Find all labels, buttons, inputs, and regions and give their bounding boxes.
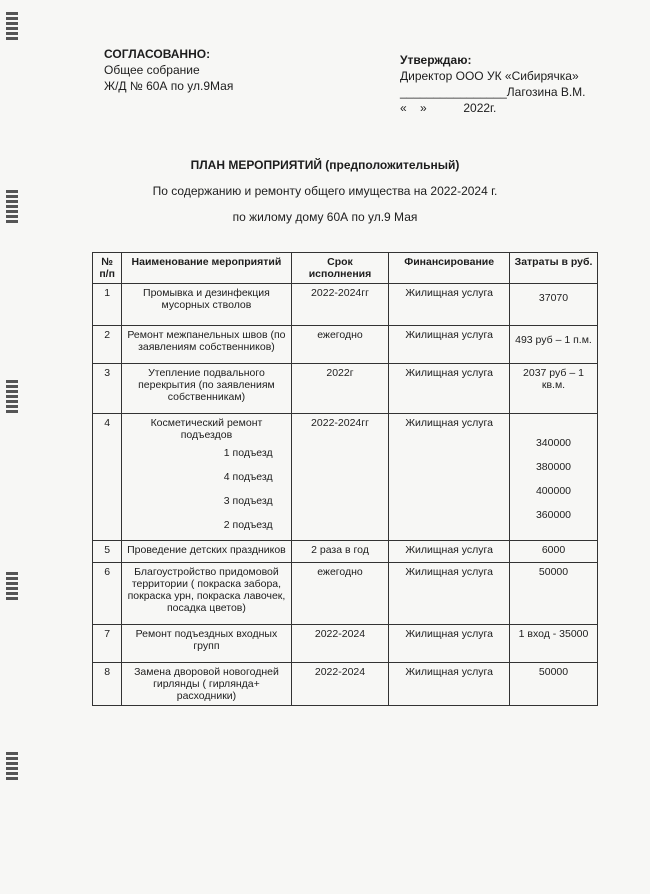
row-name: Ремонт подъездных входных групп — [122, 625, 291, 663]
approval-line1: Директор ООО УК «Сибирячка» — [400, 69, 579, 83]
scan-edge-marks — [6, 10, 18, 42]
table-row — [93, 364, 598, 414]
agreed-line2: Ж/Д № 60А по ул.9Мая — [104, 79, 234, 93]
header-num: № п/п — [93, 253, 122, 284]
row-term: 2022-2024 — [291, 663, 389, 706]
row-cost: 493 руб – 1 п.м. — [509, 326, 597, 364]
row-num: 7 — [93, 625, 122, 663]
table-row — [93, 663, 598, 706]
plan-table — [92, 252, 598, 706]
table-header-row — [93, 253, 598, 284]
subitem-list — [126, 441, 286, 537]
row-cost: 1 вход - 35000 — [509, 625, 597, 663]
row-name-group — [122, 414, 291, 541]
header-finance: Финансирование — [389, 253, 510, 284]
row-cost: 6000 — [509, 541, 597, 563]
subitem-label: 2 подъезд — [223, 519, 273, 531]
row-num: 2 — [93, 326, 122, 364]
table-row — [93, 563, 598, 625]
scan-edge-marks — [6, 378, 18, 415]
row-finance: Жилищная услуга — [389, 326, 510, 364]
row-num: 1 — [93, 284, 122, 326]
document-title: ПЛАН МЕРОПРИЯТИЙ (предположительный) — [190, 158, 460, 172]
row-num: 4 — [93, 414, 122, 541]
row-term: ежегодно — [291, 326, 389, 364]
row-cost: 50000 — [509, 563, 597, 625]
row-finance: Жилищная услуга — [389, 541, 510, 563]
row-finance: Жилищная услуга — [389, 625, 510, 663]
cost-spacer — [514, 417, 593, 431]
document-subtitle: По содержанию и ремонту общего имущества на 2022-2024 г. — [152, 184, 498, 198]
header-term: Срок исполнения — [291, 253, 389, 284]
row-name: Проведение детских праздников — [122, 541, 291, 563]
row-finance: Жилищная услуга — [389, 563, 510, 625]
approval-signature-line: ________________Лагозина В.М. — [400, 85, 586, 99]
subitem-cost: 340000 — [535, 437, 572, 449]
header-name: Наименование мероприятий — [122, 253, 291, 284]
row-term: 2022г — [291, 364, 389, 414]
row-num: 3 — [93, 364, 122, 414]
header-cost: Затраты в руб. — [509, 253, 597, 284]
row-term: 2022-2024гг — [291, 414, 389, 541]
approval-block — [400, 52, 586, 116]
table-row — [93, 414, 598, 541]
row-cost: 2037 руб – 1 кв.м. — [509, 364, 597, 414]
scan-edge-marks — [6, 750, 18, 782]
row-name: Замена дворовой новогодней гирлянды ( гирлянда+ расходники) — [122, 663, 291, 706]
row-term: ежегодно — [291, 563, 389, 625]
subitem-cost: 380000 — [535, 461, 572, 473]
row-term: 2 раза в год — [291, 541, 389, 563]
row-cost-group — [509, 414, 597, 541]
row-num: 5 — [93, 541, 122, 563]
subitem-label: 1 подъезд — [223, 447, 273, 459]
row-cost: 37070 — [509, 284, 597, 326]
row-name: Ремонт межпанельных швов (по заявлениям собственников) — [122, 326, 291, 364]
table-row — [93, 326, 598, 364]
approval-date-line: « » 2022г. — [400, 101, 497, 115]
agreed-block — [104, 46, 233, 94]
row-term: 2022-2024 — [291, 625, 389, 663]
row-num: 8 — [93, 663, 122, 706]
row-finance: Жилищная услуга — [389, 663, 510, 706]
row-finance: Жилищная услуга — [389, 284, 510, 326]
row-name: Благоустройство придомовой территории ( покраска забора, покраска урн, покраска лавочек, посадка цветов) — [122, 563, 291, 625]
scan-edge-marks — [6, 570, 18, 602]
row-term: 2022-2024гг — [291, 284, 389, 326]
table-row — [93, 541, 598, 563]
row-name: Косметический ремонт подъездов — [150, 417, 263, 441]
row-name: Утепление подвального перекрытия (по заявлениям собственникам) — [122, 364, 291, 414]
subitem-cost: 360000 — [535, 509, 572, 521]
document-subtitle-address: по жилому дому 60А по ул.9 Мая — [232, 210, 418, 224]
row-finance: Жилищная услуга — [389, 364, 510, 414]
subitem-label: 3 подъезд — [223, 495, 273, 507]
row-cost: 50000 — [509, 663, 597, 706]
row-num: 6 — [93, 563, 122, 625]
row-finance: Жилищная услуга — [389, 414, 510, 541]
agreed-heading: СОГЛАСОВАННО: — [104, 47, 211, 61]
agreed-line1: Общее собрание — [104, 63, 200, 77]
subitem-label: 4 подъезд — [223, 471, 273, 483]
row-name: Промывка и дезинфекция мусорных стволов — [122, 284, 291, 326]
table-row — [93, 284, 598, 326]
approval-heading: Утверждаю: — [400, 53, 472, 67]
subitem-cost: 400000 — [535, 485, 572, 497]
table-row — [93, 625, 598, 663]
